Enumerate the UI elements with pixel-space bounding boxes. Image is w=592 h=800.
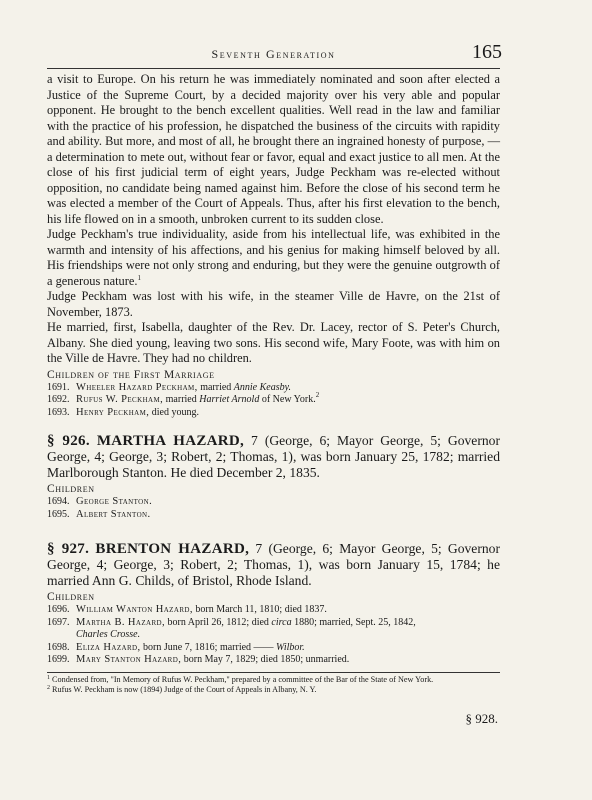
child-name: Martha B. Hazard, xyxy=(76,616,166,628)
paragraph-text: Judge Peckham's true individuality, aside from his intellectual life, was exhibited in the warmth and intensity of his affections, and his genius for making himself beloved by all. His friendships were not only strong and enduring, but they were the genuine outgrowth of a generous nature. xyxy=(47,227,500,288)
child-name: Albert Stanton. xyxy=(76,508,151,520)
child-name: William Wanton Hazard, xyxy=(76,604,193,615)
child-number: 1699. xyxy=(47,654,70,665)
footnote-mark: 1 xyxy=(47,674,50,681)
section-text: 7 (George, 6; Mayor George, 5; Governor George, 4; George, 3; Robert, 2; Thomas, 1), was born January 25, 1782; married Marlborough Stanton. He died December 2, 1835. xyxy=(47,433,500,480)
circa-text: circa xyxy=(271,616,292,628)
child-entry xyxy=(47,509,500,522)
spouse-name: Wilbor. xyxy=(276,641,305,653)
person-name: MARTHA HAZARD, xyxy=(96,433,245,449)
child-name: Rufus W. Peckham, xyxy=(76,394,164,405)
child-entry-continuation xyxy=(47,629,500,642)
footnote xyxy=(47,685,500,695)
section-text: 7 (George, 6; Mayor George, 5; Governor George, 4; George, 3; Robert, 2; Thomas, 1), was born January 15, 1784; he married Ann G. Childs, of Bristol, Rhode Island. xyxy=(47,541,500,588)
child-entry xyxy=(47,391,500,407)
footnote-ref: 2 xyxy=(315,391,320,399)
child-entry xyxy=(47,382,500,395)
footnote-ref: 1 xyxy=(137,273,141,282)
paragraph: a visit to Europe. On his return he was immediately nominated and soon after elected a Justice of the Supreme Court, by a decided majority over his very able and popular opponent. He brought to the bench excellent qualities. Well read in the law and familiar with the practice of his profession, he dispatched the business of the circuits with rapidity and ability. But more, and most of all, he brought there an ingrained honesty of purpose, — a determination to mete out, without fear or favor, equal and exact justice to all men. At the close of his first judicial term of eight years, Judge Peckham was re-elected without opposition, no candidate being named against him. Before the close of his second term he was elected a member of the Court of Appeals. Thus, after his first elevation to the bench, his life flowed on in a smooth, unbroken current to its sudden close. xyxy=(47,72,500,226)
child-entry xyxy=(47,496,500,509)
child-text: married xyxy=(163,394,200,405)
children-heading: Children of the First Marriage xyxy=(47,368,215,381)
child-text: died young. xyxy=(149,406,199,418)
child-text: married xyxy=(197,381,234,393)
child-name: George Stanton. xyxy=(76,496,153,507)
page-header xyxy=(47,41,502,69)
spouse-name: Annie Keasby. xyxy=(233,381,291,393)
footnote-mark: 2 xyxy=(47,684,50,691)
paragraph: Judge Peckham was lost with his wife, in the steamer Ville de Havre, on the 21st of November, 1873. xyxy=(47,289,500,319)
child-text: born May 7, 1829; died 1850; unmarried. xyxy=(181,654,350,665)
child-entry xyxy=(47,407,500,420)
paragraph: He married, first, Isabella, daughter of the Rev. Dr. Lacey, rector of S. Peter's Church, Albany. She died young, leaving two sons. His second wife, Mary Foote, was with him on the Ville de Havre. They had no children. xyxy=(47,320,500,365)
spouse-name: Charles Crosse. xyxy=(76,629,141,640)
person-name: BRENTON HAZARD, xyxy=(95,541,250,557)
section-926 xyxy=(47,433,500,481)
paragraph xyxy=(47,227,500,289)
spouse-name: Harriet Arnold xyxy=(199,394,260,405)
footnotes xyxy=(47,672,500,695)
child-number: 1691. xyxy=(47,381,70,393)
child-number: 1694. xyxy=(47,496,70,507)
child-text: 1880; married, Sept. 25, 1842, xyxy=(291,616,416,628)
child-entry xyxy=(47,617,500,630)
child-entry xyxy=(47,604,500,617)
running-title: Seventh Generation xyxy=(211,47,336,61)
child-number: 1698. xyxy=(47,641,70,653)
child-entry xyxy=(47,654,500,667)
child-number: 1695. xyxy=(47,508,70,520)
child-entry xyxy=(47,642,500,655)
section-mark: § 926. xyxy=(47,433,90,449)
child-name: Eliza Hazard, xyxy=(76,641,141,653)
child-number: 1692. xyxy=(47,394,70,405)
child-number: 1697. xyxy=(47,616,70,628)
catchword: § 928. xyxy=(465,710,498,726)
child-text: born June 7, 1816; married —— xyxy=(140,641,277,653)
child-name: Mary Stanton Hazard, xyxy=(76,654,182,665)
child-name: Wheeler Hazard Peckham, xyxy=(76,381,198,393)
footnote-text: Rufus W. Peckham is now (1894) Judge of the Court of Appeals in Albany, N. Y. xyxy=(50,684,317,694)
child-name: Henry Peckham, xyxy=(76,406,150,418)
footnote xyxy=(47,675,500,685)
child-number: 1693. xyxy=(47,406,70,418)
child-text: born April 26, 1812; died xyxy=(165,616,272,628)
section-927 xyxy=(47,541,500,589)
footnote-text: Condensed from, "In Memory of Rufus W. Peckham," prepared by a committee of the Bar of the State of New York. xyxy=(50,674,434,684)
child-text: born March 11, 1810; died 1837. xyxy=(192,604,327,615)
page-number: 165 xyxy=(472,41,502,63)
child-text: of New York. xyxy=(259,394,316,405)
child-number: 1696. xyxy=(47,604,70,615)
children-heading: Children xyxy=(47,591,95,603)
children-heading: Children xyxy=(47,483,95,495)
section-mark: § 927. xyxy=(47,541,90,557)
